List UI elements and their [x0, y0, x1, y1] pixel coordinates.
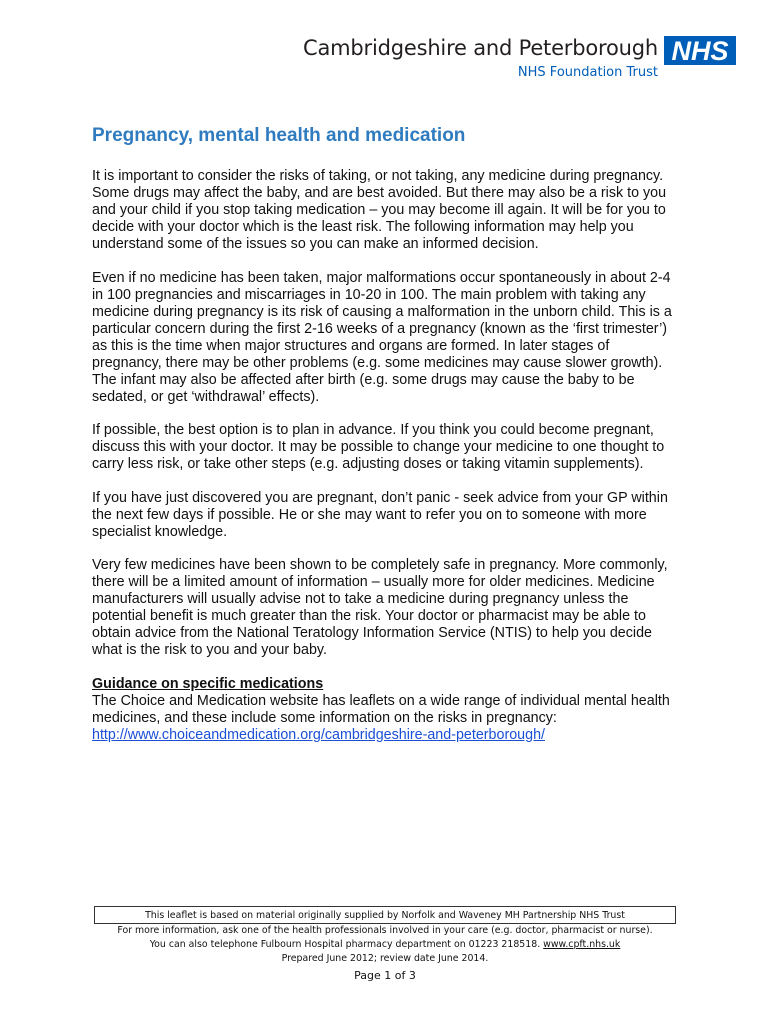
paragraph-malformations: Even if no medicine has been taken, major malformations occur spontaneously in about 2-4 in 100 pregnancies and miscarriages in 10-20 in 100. The main problem with taking any medicine during pregnancy is its risk of causing a malformation in the unborn child. This is a particular concern during the first 2-16 weeks of a pregnancy (known as the ‘first trimester’) as this is the time when major structures and organs are formed. In later stages of pregnancy, there may be other problems (e.g. some medicines may cause slower growth). The infant may also be affected after birth (e.g. some drugs may cause the baby to be sedated, or get ‘withdrawal’ effects).	[92, 269, 672, 405]
guidance-text: The Choice and Medication website has leaflets on a wide range of individual mental health medicines, and these include some information on the risks in pregnancy:	[92, 692, 670, 726]
source-note: This leaflet is based on material originally supplied by Norfolk and Waveney MH Partnership NHS Trust	[145, 910, 625, 921]
document-body	[92, 122, 672, 760]
trust-name: NHS Foundation Trust	[517, 65, 658, 80]
page-footer	[0, 906, 770, 983]
cpft-website-link[interactable]: www.cpft.nhs.uk	[543, 939, 621, 950]
phone-text: You can also telephone Fulbourn Hospital pharmacy department on 01223 218518.	[149, 939, 541, 950]
page-number: Page 1 of 3	[354, 969, 416, 982]
source-note-box	[94, 906, 676, 924]
paragraph-risks-intro: It is important to consider the risks of taking, or not taking, any medicine during pregnancy. Some drugs may affect the baby, and are best avoided. But there may also be a risk to you and your child if you stop taking medication – you may become ill again. It will be for you to decide with your doctor which is the least risk. The following information may help you understand some of the issues so you can make an informed decision.	[92, 168, 667, 252]
page-header	[0, 30, 740, 86]
phone-note	[0, 938, 770, 952]
choice-and-medication-link[interactable]: http://www.choiceandmedication.org/cambridgeshire-and-peterborough/	[92, 726, 545, 743]
nhs-logo-text: NHS	[671, 36, 729, 65]
guidance-section	[92, 676, 672, 744]
paragraph-medicine-safety: Very few medicines have been shown to be completely safe in pregnancy. More commonly, there will be a limited amount of information – usually more for older medicines. Medicine manufacturers will usually advise not to take a medicine during pregnancy unless the potential benefit is much greater than the risk. Your doctor or pharmacist may be able to obtain advice from the National Teratology Information Service (NTIS) to help you decide what is the risk to you and your baby.	[92, 557, 668, 658]
more-info-note: For more information, ask one of the health professionals involved in your care (e.g. doctor, pharmacist or nurse).	[117, 925, 653, 936]
paragraph-plan-in-advance: If possible, the best option is to plan in advance. If you think you could become pregnant, discuss this with your doctor. It may be possible to change your medicine to one thought to carry less risk, or take other steps (e.g. adjusting doses or taking vitamin supplements).	[92, 422, 665, 472]
paragraph-just-discovered: If you have just discovered you are pregnant, don’t panic - seek advice from your GP within the next few days if possible. He or she may want to refer you on to someone with more specialist knowledge.	[92, 489, 668, 540]
prepared-date: Prepared June 2012; review date June 2014.	[281, 953, 489, 964]
organisation-name: Cambridgeshire and Peterborough	[303, 36, 658, 60]
guidance-heading: Guidance on specific medications	[92, 675, 324, 692]
nhs-logo	[664, 36, 736, 65]
document-title: Pregnancy, mental health and medication	[92, 125, 466, 146]
